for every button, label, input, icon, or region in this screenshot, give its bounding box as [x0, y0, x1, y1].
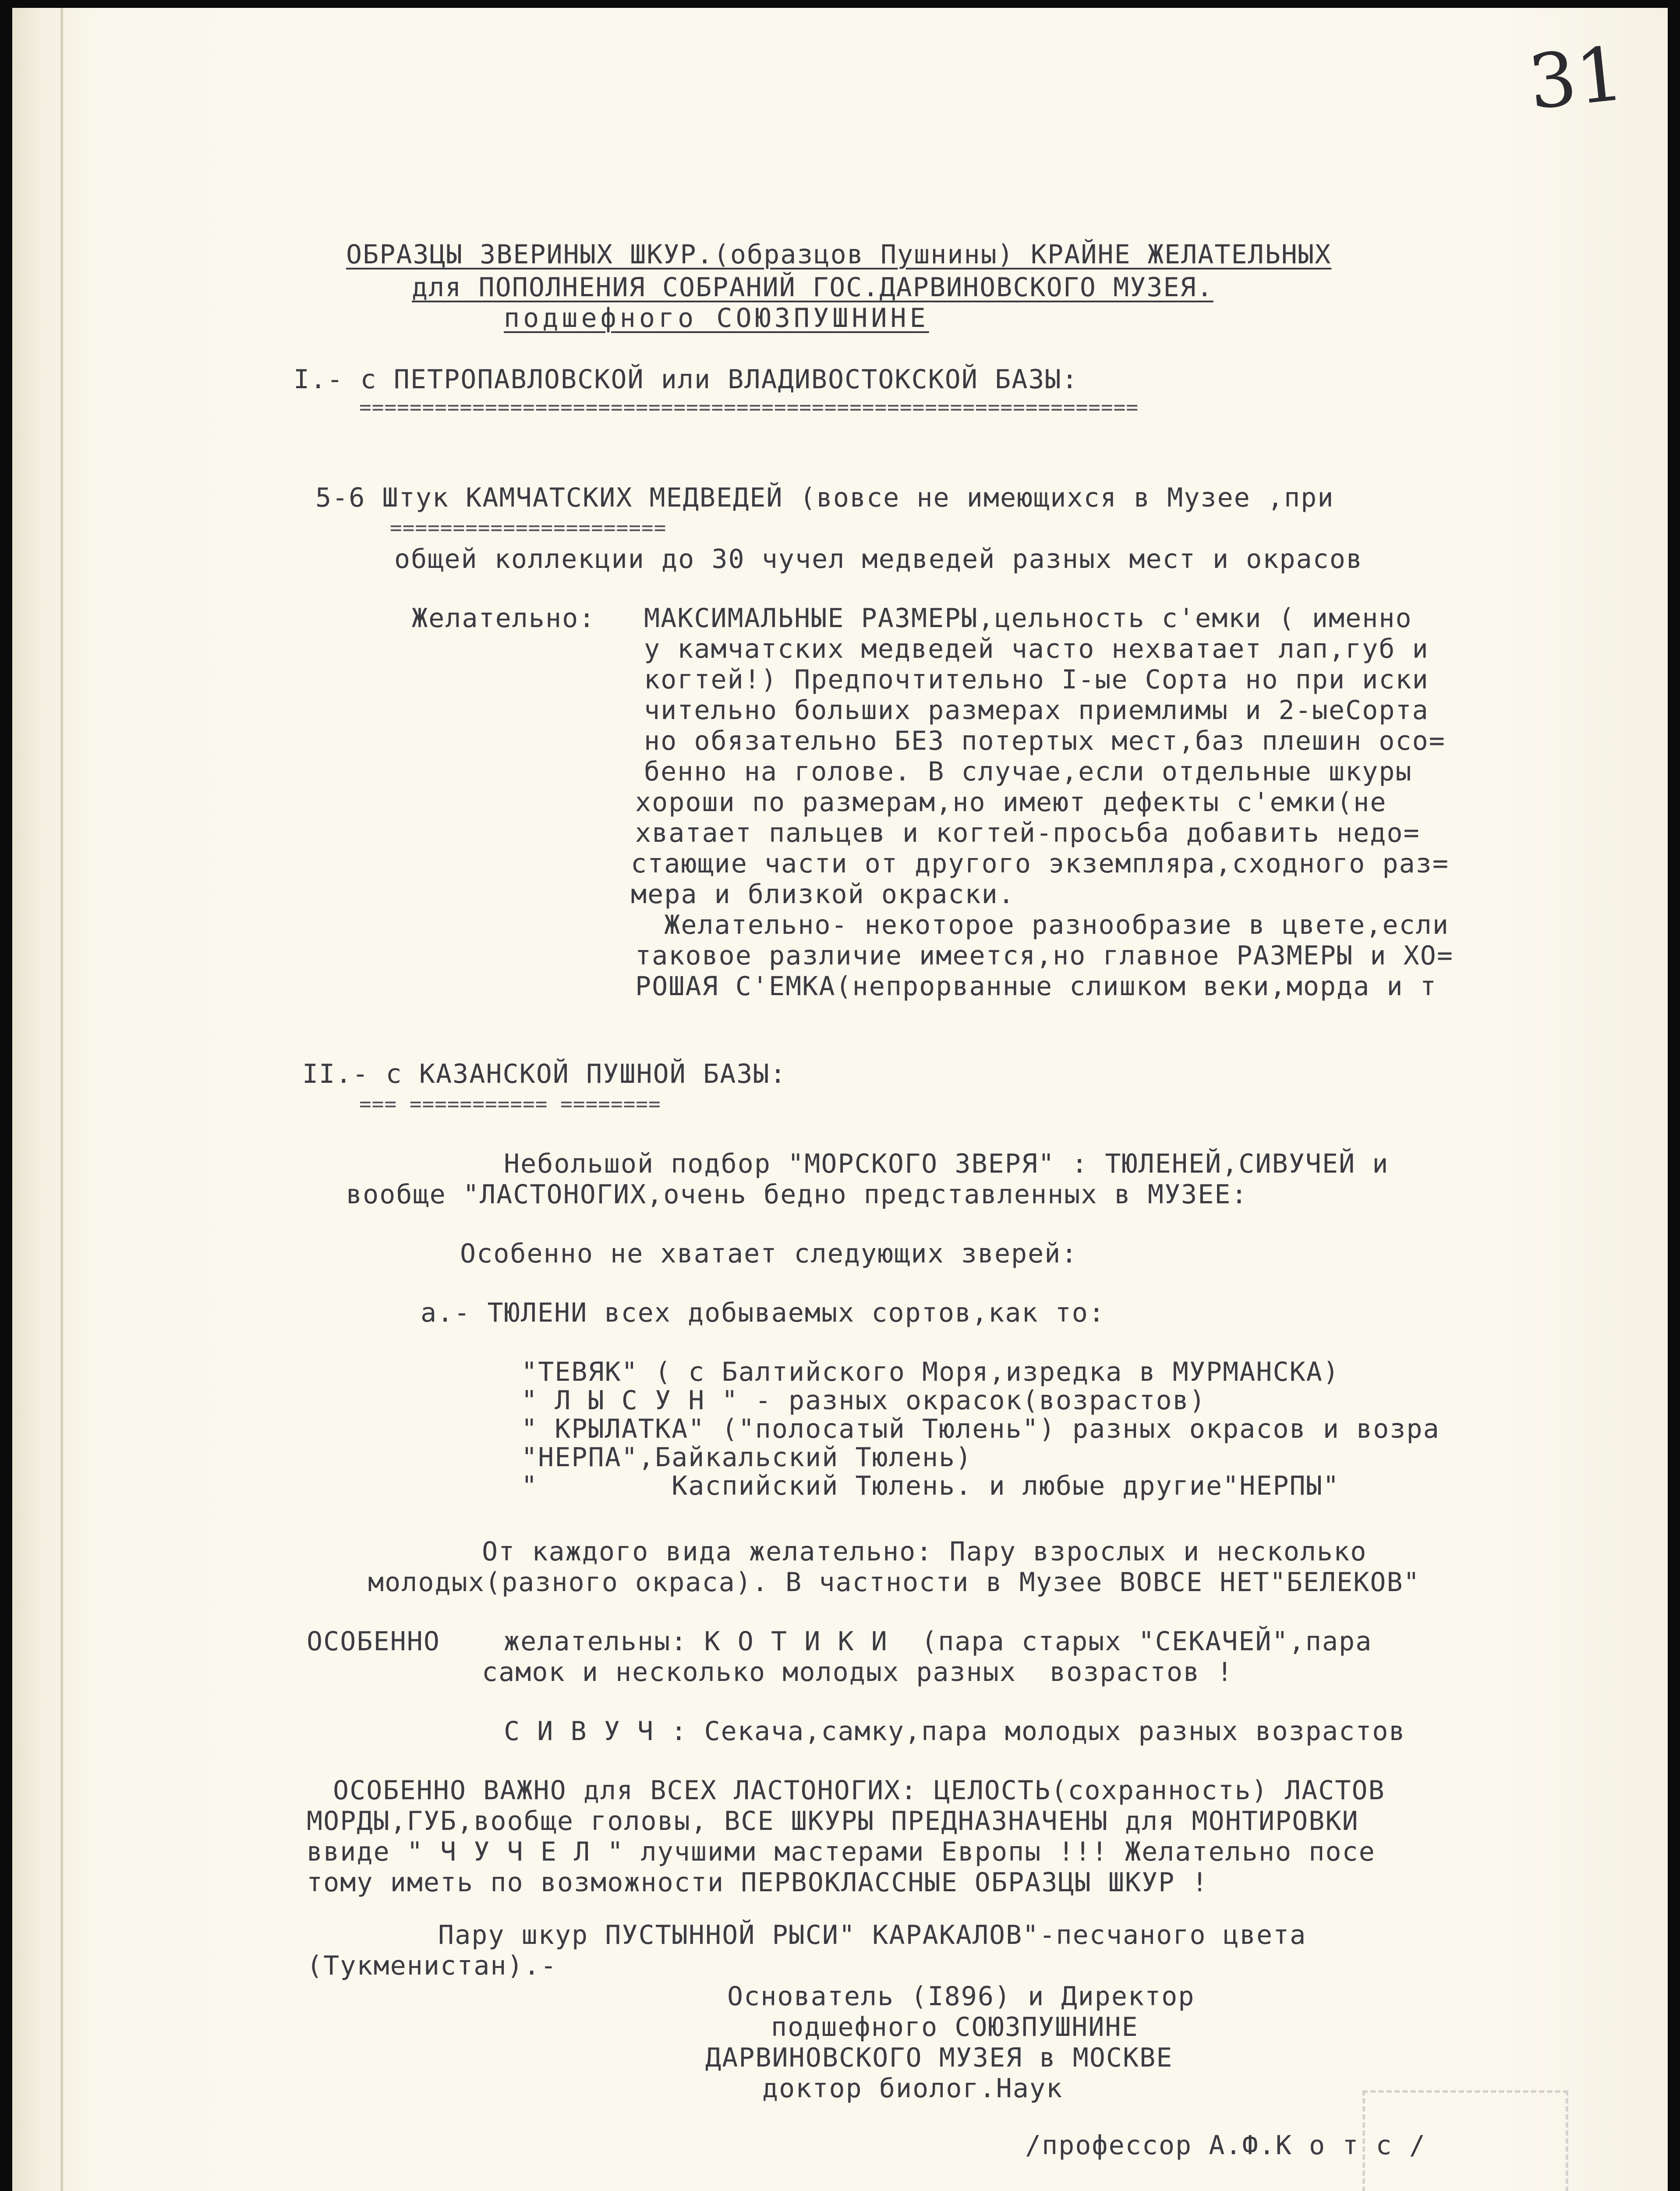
signature-line-2: подшефного СОЮЗПУШНИНЕ	[771, 2012, 1139, 2042]
desirable-line-3: когтей!) Предпочтительно I-ые Сорта но при иски	[644, 664, 1429, 695]
scan-border-right	[1668, 0, 1680, 2191]
bears-line-1: 5-6 Штук КАМЧАТСКИХ МЕДВЕДЕЙ (вовсе не имеющихся в Музее ,при	[315, 482, 1334, 513]
important-line-3: ввиде " Ч У Ч Е Л " лучшими мастерами Европы !!! Желательно посе	[307, 1836, 1376, 1867]
scan-border-left	[0, 0, 12, 2191]
desirable-line-6: бенно на голове. В случае,если отдельные шкуры	[644, 756, 1412, 787]
important-line-2: МОРДЫ,ГУБ,вообще головы, ВСЕ ШКУРЫ ПРЕДНАЗНАЧЕНЫ для МОНТИРОВКИ	[307, 1806, 1359, 1836]
desirable-line-10: мера и близкой окраски.	[631, 879, 1015, 910]
sea-beast-line-1: Небольшой подбор "МОРСКОГО ЗВЕРЯ" : ТЮЛЕНЕЙ,СИВУЧЕЙ и	[504, 1149, 1389, 1179]
section-1-rule: ==============================================================	[359, 395, 1139, 419]
seals-item-a: а.- ТЮЛЕНИ всех добываемых сортов,как то:	[421, 1298, 1106, 1328]
desirable-line-12: таковое различие имеется,но главное РАЗМЕРЫ и ХО=	[635, 940, 1454, 971]
desirable-line-11: Желательно- некоторое разнообразие в цвете,если	[631, 910, 1450, 940]
desirable-line-2: у камчатских медведей часто нехватает лап,губ и	[644, 634, 1429, 664]
signature-line-3: ДАРВИНОВСКОГО МУЗЕЯ в МОСКВЕ	[705, 2042, 1173, 2073]
desirable-line-9: стающие части от другого экземпляра,сходного раз=	[631, 848, 1450, 879]
section-1-heading: I.- с ПЕТРОПАВЛОВСКОЙ или ВЛАДИВОСТОКСКОЙ БАЗЫ:	[294, 364, 1079, 395]
scan-border-top	[0, 0, 1680, 8]
desirable-line-8: хватает пальцев и когтей-просьба добавить недо=	[635, 818, 1420, 848]
desirable-line-5: но обязательно БЕЗ потертых мест,баз плешин осо=	[644, 726, 1446, 756]
lynx-line-2: (Тукменистан).-	[307, 1950, 557, 1981]
desirable-line-4: чительно больших размерах приемлимы и 2-ыеСорта	[644, 695, 1429, 726]
signature-line-4: доктор биолог.Наук	[762, 2073, 1063, 2104]
each-species-line-1: От каждого вида желательно: Пару взрослых и несколько	[482, 1536, 1367, 1567]
title-line-1: ОБРАЗЦЫ ЗВЕРИНЫХ ШКУР.(образцов Пушнины) КРАЙНЕ ЖЕЛАТЕЛЬНЫХ	[346, 239, 1332, 270]
page-number: 31	[1524, 30, 1628, 127]
lynx-line-1: Пару шкур ПУСТЫННОЙ РЫСИ" КАРАКАЛОВ"-песчаного цвета	[438, 1920, 1307, 1950]
especially-line-1: желательны: К О Т И К И (пара старых "СЕКАЧЕЙ",пара	[504, 1626, 1372, 1657]
bears-line-2: общей коллекции до 30 чучел медведей разных мест и окрасов	[394, 544, 1363, 574]
page-fold	[60, 8, 63, 2191]
title-line-3: подшефного СОЮЗПУШНИНЕ	[504, 303, 929, 333]
especially-line-2: самок и несколько молодых разных возрастов !	[482, 1657, 1234, 1688]
signature-name: /профессор А.Ф.К о т с /	[1025, 2130, 1426, 2161]
desirable-line-13: РОШАЯ С'ЕМКА(непрорванные слишком веки,морда и т	[635, 971, 1437, 1002]
seal-line-2: " Л Ы С У Н " - разных окрасок(возрастов)	[521, 1385, 1206, 1416]
important-line-4: тому иметь по возможности ПЕРВОКЛАССНЫЕ ОБРАЗЦЫ ШКУР !	[307, 1867, 1209, 1898]
desirable-label: Желательно:	[412, 603, 596, 634]
bears-rule: ======================	[390, 516, 667, 539]
desirable-line-1: МАКСИМАЛЬНЫЕ РАЗМЕРЫ,цельность с'емки ( именно	[644, 603, 1412, 634]
seal-line-4: "НЕРПА",Байкальский Тюлень)	[521, 1442, 973, 1473]
lacking-line: Особенно не хватает следующих зверей:	[460, 1238, 1078, 1269]
desirable-line-7: хороши по размерам,но имеют дефекты с'емки(не	[635, 787, 1387, 818]
archive-stamp	[1362, 2090, 1568, 2191]
title-line-2: для ПОПОЛНЕНИЯ СОБРАНИЙ ГОС.ДАРВИНОВСКОГО МУЗЕЯ.	[412, 272, 1213, 303]
sivuch-line: С И В У Ч : Секача,самку,пара молодых разных возрастов	[504, 1716, 1406, 1747]
section-2-heading: II.- с КАЗАНСКОЙ ПУШНОЙ БАЗЫ:	[302, 1059, 787, 1089]
sea-beast-line-2: вообще "ЛАСТОНОГИХ,очень бедно представленных в МУЗЕЕ:	[346, 1179, 1248, 1210]
seal-line-3: " КРЫЛАТКА" ("полосатый Тюлень") разных окрасов и возра	[521, 1414, 1440, 1444]
section-2-rule: === =========== ========	[359, 1092, 661, 1116]
seal-line-1: "ТЕВЯК" ( с Балтийского Моря,изредка в МУРМАНСКА)	[521, 1357, 1340, 1387]
each-species-line-2: молодых(разного окраса). В частности в Музее ВОВСЕ НЕТ"БЕЛЕКОВ"	[368, 1567, 1420, 1598]
especially-label: ОСОБЕННО	[307, 1626, 440, 1657]
signature-line-1: Основатель (I896) и Директор	[727, 1981, 1195, 2012]
seal-line-5: " Каспийский Тюлень. и любые другие"НЕРПЫ"	[521, 1471, 1340, 1501]
important-line-1: ОСОБЕННО ВАЖНО для ВСЕХ ЛАСТОНОГИХ: ЦЕЛОСТЬ(сохранность) ЛАСТОВ	[333, 1775, 1385, 1806]
